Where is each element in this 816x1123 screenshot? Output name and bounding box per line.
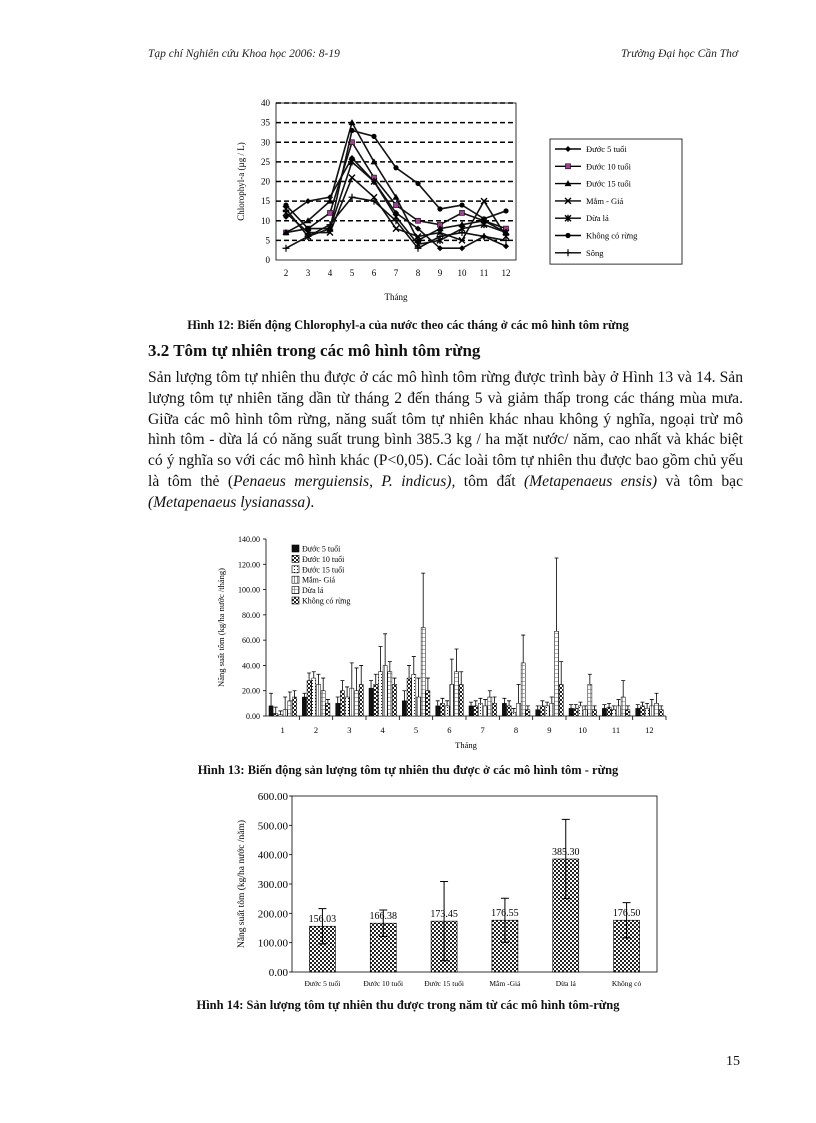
error-bar [607,703,611,707]
legend-label: Đước 10 tuổi [302,554,345,564]
legend-label: Đước 5 tuổi [302,544,341,554]
bar [512,712,516,716]
data-point [349,128,354,133]
section-title: 3.2 Tôm tự nhiên trong các mô hình tôm rừng [148,341,481,360]
error-bar [445,701,449,706]
species-1: Penaeus merguiensis, P. indicus), [233,472,456,490]
error-bar [540,701,544,706]
bar [526,710,530,716]
bar [316,684,320,716]
error-bar [521,635,525,663]
error-bar [659,706,663,710]
x-tick-label: 9 [547,725,552,735]
body-paragraph [148,368,743,514]
error-bar [569,705,573,709]
legend-swatch [292,566,299,573]
bar [578,706,582,716]
body-text-3: và tôm bạc [657,472,743,490]
bar [340,691,344,716]
x-tick-label: 3 [305,268,311,278]
y-axis-title: Năng suất tôm (kg/ha nước /tháng) [216,568,226,687]
x-tick-label: 10 [457,268,467,278]
bar [426,691,430,716]
x-tick-label: 5 [413,725,419,735]
bar [378,672,382,716]
error-bar [621,681,625,697]
error-bar [436,701,440,706]
x-tick-label: 8 [513,725,519,735]
y-axis-title: Chlorophyl-a (µg / L) [236,142,246,221]
error-bar [578,702,582,706]
bar [350,688,354,716]
bar [569,708,573,716]
data-label: 166.38 [369,911,397,923]
y-tick-label: 5 [265,235,270,246]
error-bar [455,649,459,672]
bar [645,708,649,716]
y-tick-label: 15 [261,196,270,207]
y-tick-label: 25 [261,156,270,167]
bar [507,706,511,716]
x-tick-label: 1 [280,725,285,735]
bar [274,713,278,716]
data-label: 156.03 [308,914,337,926]
error-bar [374,674,378,684]
bar [278,715,282,716]
legend-label: Không có rừng [302,596,351,606]
y-tick-label: 60.00 [242,636,260,646]
x-tick-label: Không có [611,979,642,988]
bar [536,710,540,716]
x-tick-label: 3 [347,725,352,735]
error-bar [426,678,430,691]
plot-area [292,796,657,972]
error-bar [583,706,587,710]
error-bar [559,662,563,685]
bar [321,691,325,716]
error-bar [412,657,416,675]
error-bar [369,681,373,689]
data-point [371,134,376,139]
bar [459,684,463,716]
legend-label: Dừa lá [586,213,609,224]
x-tick-label: 12 [501,268,511,278]
data-point [503,208,508,213]
bar [416,697,420,716]
bar [659,710,663,716]
error-bar [640,702,644,706]
error-bar [421,573,425,627]
body-text-1: Sản lượng tôm tự nhiên thu được ở các mô hình tôm rừng được trình bày ở Hình 13 và 14. Sản lượng tôm tự nhiên tăng dần từ tháng 2 đến tháng 5 và giảm thấp trong các tháng mùa mưa. Giữa các mô hình tôm rừng, năng suất tôm tự nhiên khác nhau không ý nghĩa, ngoại trừ mô hình tôm - dừa lá có năng suất trung bình 385.3 kg / ha mặt nước/ năm, cao nhất và khác biệt có ý nghĩa so với các mô hình khác (P<0,05). Các loài tôm tự nhiên thu được bao gồm chủ yếu là tôm thẻ ( [148,369,743,490]
error-bar [312,672,316,678]
x-axis-title: Tháng [455,740,477,750]
error-bar [321,678,325,691]
error-bar [388,662,392,672]
error-bar [393,678,397,684]
data-label: 385.30 [552,846,580,858]
bar [626,710,630,716]
error-bar [359,665,363,684]
bar [493,703,497,716]
bar [593,710,597,716]
error-bar [488,691,492,697]
bar [488,697,492,716]
bar [269,706,273,716]
data-point [566,164,571,169]
x-tick-label: 2 [313,725,319,735]
x-tick-label: 11 [479,268,489,278]
bar [616,706,620,716]
legend-label: Dừa lá [302,586,324,596]
error-bar [516,684,520,703]
y-tick-label: 40 [261,98,270,108]
error-bar [502,698,506,703]
error-bar [326,700,330,704]
legend-label: Đước 10 tuổi [586,161,631,172]
legend-label: Không có rừng [586,230,638,241]
bar [607,707,611,716]
bar [621,697,625,716]
legend-swatch [292,576,299,583]
figure-13-caption: Hình 13: Biến động sản lượng tôm tự nhiên thu được ở các mô hình tôm - rừng [197,763,619,777]
error-bar [416,678,420,697]
error-bar [340,681,344,691]
figure-12-caption: Hình 12: Biến động Chlorophyl-a của nước theo các tháng ở các mô hình tôm rừng [187,318,629,332]
bar [354,691,358,716]
legend-label: Sông [586,247,604,258]
y-axis-title: Năng suất tôm (kg/ha nước /năm) [237,819,247,949]
error-bar [355,668,359,691]
x-tick-label: Dừa lá [555,979,576,988]
y-tick-label: 140.00 [238,535,260,544]
error-bar [493,697,497,703]
x-tick-label: 6 [447,725,452,735]
x-tick-label: 2 [283,268,289,278]
bar [545,706,549,716]
bar [612,710,616,716]
y-tick-label: 30 [261,137,270,148]
x-tick-label: 5 [349,268,355,278]
error-bar [269,693,273,706]
error-bar [278,711,282,715]
y-tick-label: 200.00 [257,908,288,921]
data-point [416,218,421,223]
error-bar [602,705,606,709]
legend-swatch [292,597,299,604]
bar [374,684,378,716]
x-tick-label: 8 [415,268,421,278]
bar [445,706,449,716]
y-tick-label: 120.00 [238,560,260,570]
bar [521,663,525,716]
error-bar [526,706,530,710]
university-header: Trường Đại học Cần Thơ [621,48,738,60]
error-bar [555,558,559,631]
x-tick-label: 10 [578,725,587,735]
bar [454,672,458,716]
body-text-2: tôm đất [455,472,524,490]
bar [336,703,340,716]
bar [583,710,587,716]
bar [483,706,487,716]
bar [540,706,544,716]
y-tick-label: 80.00 [242,610,260,620]
error-bar [293,691,297,697]
bar [393,684,397,716]
species-2: (Metapenaeus ensis) [523,472,658,490]
bar [302,697,306,716]
y-tick-label: 40.00 [242,661,260,671]
error-bar [336,697,340,703]
bar [516,703,520,716]
legend-label: Đước 15 tuổi [586,178,631,189]
bar [588,684,592,716]
bar [650,706,654,716]
error-bar [307,673,311,681]
error-bar [593,706,597,710]
legend-swatch [292,555,299,562]
error-bar [450,659,454,684]
x-tick-label: 7 [393,268,399,278]
error-bar [469,702,473,706]
y-tick-label: 300.00 [257,879,288,891]
error-bar [612,706,616,710]
data-point [328,210,333,215]
x-tick-label: Mắm -Giá [489,979,521,988]
data-point [305,226,310,231]
error-bar [650,700,654,706]
y-tick-label: 0.00 [246,712,260,721]
x-tick-label: Đước 5 tuổi [304,979,341,988]
error-bar [550,697,554,703]
bar [383,665,387,716]
error-bar [478,698,482,703]
bar [450,684,454,716]
error-bar [645,703,649,708]
error-bar [402,691,406,701]
figure-13-chart [210,533,675,758]
y-tick-label: 20.00 [242,686,260,696]
bar [307,681,311,716]
error-bar [350,663,354,688]
data-point [565,233,570,238]
bar [345,697,349,716]
error-bar [545,702,549,706]
error-bar [512,708,516,712]
error-bar [407,665,411,678]
data-point [393,165,398,170]
error-bar [626,706,630,710]
error-bar [383,634,387,666]
error-bar [316,674,320,684]
bar [412,674,416,716]
bar [436,706,440,716]
legend-label: Mắm - Giá [586,195,624,206]
x-tick-label: 12 [645,725,654,735]
data-label: 176.55 [491,908,519,920]
legend-label: Mắm- Giá [302,575,336,585]
y-tick-label: 0.00 [268,967,288,979]
data-point [415,181,420,186]
figure-12-chart [230,95,690,310]
bar [407,678,411,716]
data-point [394,203,399,208]
y-tick-label: 20 [261,176,270,187]
figure-14-chart [232,788,672,988]
bar [312,678,316,716]
data-label: 176.50 [612,908,641,920]
legend-swatch [292,587,299,594]
error-bar [574,705,578,709]
y-tick-label: 600.00 [257,791,288,803]
error-bar [302,693,306,697]
bar [554,631,558,716]
bar [440,703,444,716]
x-tick-label: 4 [380,725,385,735]
bar [288,701,292,716]
y-tick-label: 100.00 [257,937,288,950]
x-tick-label: 11 [611,725,621,735]
x-tick-label: Đước 15 tuổi [424,979,464,988]
bar [359,684,363,716]
legend-label: Đước 5 tuổi [586,144,627,154]
data-point [437,206,442,211]
species-3: (Metapenaeus lysianassa) [148,493,311,511]
bar [602,708,606,716]
x-tick-label: 6 [371,268,377,278]
y-tick-label: 10 [261,215,270,226]
bar [574,708,578,716]
bar [559,684,563,716]
legend-swatch [292,545,299,552]
y-tick-label: 500.00 [257,820,288,833]
bar [502,703,506,716]
bar [640,706,644,716]
error-bar [345,687,349,697]
figure-14-caption: Hình 14: Sản lượng tôm tự nhiên thu được trong năm từ các mô hình tôm-rừng [196,998,620,1012]
error-bar [536,706,540,710]
bar [388,672,392,716]
x-axis-title: Tháng [384,292,408,302]
bar [654,703,658,716]
error-bar [440,698,444,703]
data-point [481,216,486,221]
y-tick-label: 100.00 [238,585,260,595]
error-bar [459,672,463,685]
y-tick-label: 0 [265,255,270,265]
error-bar [588,674,592,684]
data-label: 173.45 [430,909,458,921]
bar [369,688,373,716]
error-bar [636,705,640,709]
page-number: 15 [726,1054,740,1069]
bar [474,706,478,716]
error-bar [378,646,382,671]
bar [469,706,473,716]
bar [402,701,406,716]
error-bar [274,707,278,713]
bar [283,710,287,716]
data-point [283,202,288,207]
y-tick-label: 400.00 [257,849,288,862]
journal-header: Tạp chí Nghiên cứu Khoa học 2006: 8-19 [148,48,340,60]
bar [326,703,330,716]
error-bar [283,697,287,710]
legend-label: Đước 15 tuổi [302,565,345,575]
error-bar [616,700,620,706]
bar [293,697,297,716]
y-tick-label: 35 [261,117,270,128]
data-point [460,210,465,215]
bar [636,708,640,716]
error-bar [288,692,292,701]
bar [478,703,482,716]
body-text-4: . [310,493,315,511]
x-tick-label: 9 [437,268,443,278]
error-bar [474,701,478,706]
error-bar [655,693,659,703]
data-point [459,202,464,207]
x-tick-label: 7 [480,725,485,735]
error-bar [507,701,511,706]
bar [550,703,554,716]
x-tick-label: 4 [327,268,333,278]
bar [421,628,425,717]
x-tick-label: Đước 10 tuổi [363,979,404,988]
error-bar [483,700,487,706]
